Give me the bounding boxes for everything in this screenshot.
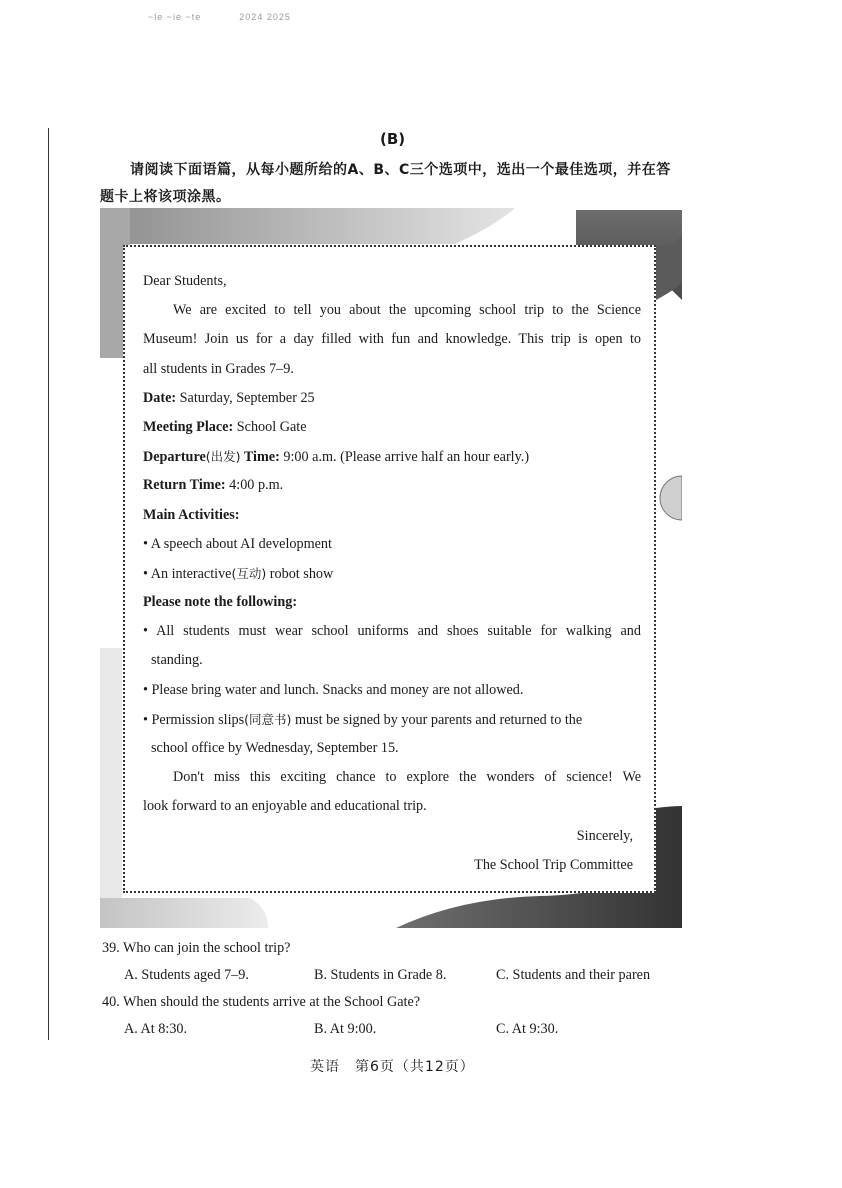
question-39-option-a[interactable]: A. Students aged 7–9.: [124, 967, 249, 983]
note-item-1: • All students must wear school uniforms and shoes suitable for walking and: [143, 623, 641, 640]
letter-intro-line-1: We are excited to tell you about the upcoming school trip to the Science: [173, 302, 641, 319]
date-label: Date:: [143, 389, 177, 406]
departure-time-label: Time:: [240, 449, 280, 466]
letter-greeting: Dear Students,: [143, 273, 227, 289]
note-item-2: • Please bring water and lunch. Snacks and money are not allowed.: [143, 681, 524, 698]
question-40-option-c[interactable]: C. At 9:30.: [496, 1021, 559, 1037]
departure-label: Departure: [143, 449, 206, 466]
question-39-option-b[interactable]: B. Students in Grade 8.: [314, 967, 447, 983]
date-value: Saturday, September 25: [176, 389, 315, 406]
question-40-option-a[interactable]: A. At 8:30.: [124, 1021, 188, 1037]
note-3-post: must be signed by your parents and returned to the: [291, 711, 583, 728]
note-item-3-cont: school office by Wednesday, September 15.: [151, 740, 399, 756]
departure-row: [143, 442, 641, 471]
return-time-value: 4:00 p.m.: [225, 477, 284, 494]
scan-header-text: [148, 12, 291, 22]
meeting-place-value: School Gate: [233, 418, 307, 435]
scan-header-left: ~le ~ie ~te: [148, 12, 202, 22]
letter-intro-line-2: Museum! Join us for a day filled with fun and knowledge. This trip is open to: [143, 331, 641, 348]
scan-header-right: 2024 2025: [239, 12, 291, 22]
section-label: (B): [380, 130, 406, 148]
frame-left-side-band: [100, 648, 122, 928]
activity-item-1: • A speech about AI development: [143, 535, 332, 552]
notes-heading: Please note the following:: [143, 594, 298, 611]
question-39-option-c[interactable]: C. Students and their paren: [496, 967, 651, 983]
letter-body: [143, 267, 641, 880]
date-row: [143, 384, 641, 413]
closing-line-1: Don't miss this exciting chance to explore the wonders of science! We: [173, 769, 641, 786]
departure-cjk: (出发): [205, 449, 241, 465]
activity-2-cjk: (互动): [231, 565, 267, 581]
letter-intro-line-3: all students in Grades 7–9.: [143, 360, 294, 377]
activities-heading: Main Activities:: [143, 506, 240, 523]
signature: The School Trip Committee: [474, 856, 633, 873]
meeting-place-label: Meeting Place:: [143, 418, 234, 435]
note-item-3: [143, 705, 641, 734]
activity-2-pre: • An interactive: [143, 565, 232, 582]
frame-bottom-left-shape: [100, 898, 268, 928]
closing-line-2: look forward to an enjoyable and educational trip.: [143, 798, 427, 815]
instruction-text: 请阅读下面语篇，从每小题所给的A、B、C三个选项中，选出一个最佳选项，并在答题卡上将该项涂黑。: [100, 162, 671, 205]
activity-item-2: [143, 559, 641, 588]
note-item-1-cont: standing.: [151, 652, 203, 669]
activity-2-post: robot show: [266, 565, 334, 582]
return-time-label: Return Time:: [143, 477, 226, 494]
question-40-stem: 40. When should the students arrive at the School Gate?: [102, 994, 421, 1010]
meeting-place-row: [143, 413, 641, 442]
note-3-cjk: (同意书): [244, 711, 292, 727]
page-footer: 英语 第6页（共12页）: [310, 1059, 475, 1075]
sign-off: Sincerely,: [576, 827, 633, 844]
question-39-stem: 39. Who can join the school trip?: [102, 940, 291, 956]
question-40-option-b[interactable]: B. At 9:00.: [314, 1021, 377, 1037]
return-time-row: [143, 471, 641, 500]
frame-right-circle: [660, 476, 682, 520]
binding-margin-line: [48, 128, 49, 1040]
note-3-pre: • Permission slips: [143, 711, 245, 728]
departure-value: 9:00 a.m. (Please arrive half an hour early.): [279, 449, 530, 466]
